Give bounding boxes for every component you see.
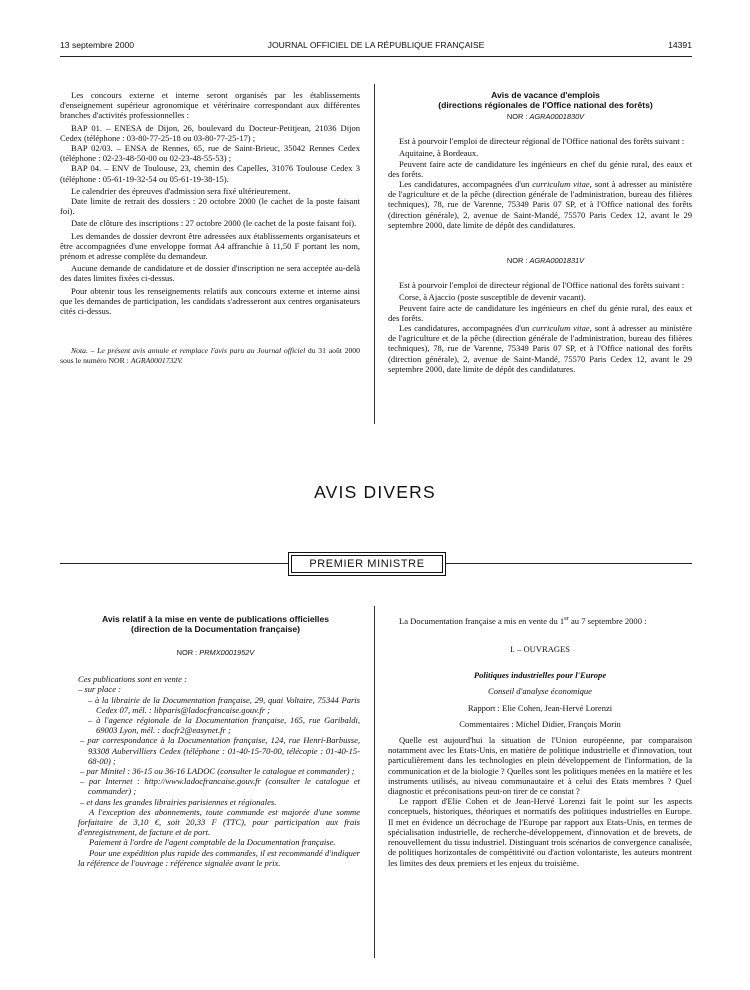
text-segment: curriculum vitae, xyxy=(532,323,592,334)
notice-title-line1: Avis relatif à la mise en vente de publications officielles xyxy=(101,614,330,624)
paragraph: Quelle est aujourd'hui la situation de l'Union européenne, par comparaison notamment avec les Etats-Unis, en matière de politique industrielle et d'innovation, tout particulièrement dans les technologies en plein développement de l'information, de la communication et de la biologie ? Quelles sont les politiques menées en la matière et les instruments utilisés, au niveau communautaire et à celui des Etats membres ? Quel diagnostic et préconisations peut-on tirer de ce constat ? xyxy=(388,735,692,797)
text-segment: Les candidatures, accompagnées d'un xyxy=(399,323,530,334)
vacancy-title-line2: (directions régionales de l'Office national des forêts) xyxy=(438,100,653,110)
vacancy-title-line1: Avis de vacance d'emplois xyxy=(491,90,600,100)
list-item: – par Minitel : 36-15 ou 36-16 LADOC (consulter le catalogue et commander) ; xyxy=(80,766,355,777)
list-item: – par correspondance à la Documentation française, 124, rue Henri-Barbusse, 93308 Aubervilliers Cedex (téléphone : 01-40-15-70-00, télécopie : 01-40-15-68-00) ; xyxy=(80,735,360,766)
section-heading-avis-divers: AVIS DIVERS xyxy=(314,482,436,502)
nor-label: NOR : xyxy=(176,648,198,657)
nor-code: AGRA0001831V xyxy=(529,256,585,266)
paragraph: Le calendrier des épreuves d'admission sera fixé ultérieurement. xyxy=(71,185,291,196)
nota-journal: Journal officiel xyxy=(257,346,306,356)
paragraph: Le rapport d'Elie Cohen et de Jean-Hervé Lorenzi fait le point sur les aspects conceptuels, historiques, théoriques et normatifs des politiques industrielles en Europe. Il met en évidence un décrochage de l'Europe par rapport aux Etats-Unis, en termes de spécialisation industrielle, de recherche-développement, d'innovation et de brevets, de renouvellement du tissu industriel. Distinguant trois scénarios de convergence canalisée, de politiques horizontales de compétitivité ou d'action volontariste, les auteurs montrent les limites des deux premiers et les enjeux du troisième. xyxy=(388,796,692,868)
paragraph xyxy=(388,179,692,230)
column-divider-bottom xyxy=(374,606,375,958)
sales-list xyxy=(60,674,360,868)
paragraph: Aquitaine, à Bordeaux. xyxy=(399,148,479,159)
paragraph: Est à pourvoir l'emploi de directeur régional de l'Office national des forêts suivant : xyxy=(399,280,685,291)
paragraph: Date limite de retrait des dossiers : 20 octobre 2000 (le cachet de la poste faisant foi). xyxy=(60,196,360,217)
paragraph: Est à pourvoir l'emploi de directeur régional de l'Office national des forêts suivant : xyxy=(399,136,685,147)
paragraph: Date de clôture des inscriptions : 27 octobre 2000 (le cachet de la poste faisant foi). xyxy=(71,218,357,229)
rule-left xyxy=(60,563,288,564)
nor-code: AGRA0001830V xyxy=(529,112,585,121)
nor-reference xyxy=(388,112,692,122)
column-divider-top xyxy=(374,84,375,424)
list-item: Ces publications sont en vente : xyxy=(78,674,187,685)
left-bottom-column xyxy=(60,614,360,868)
paragraph: Peuvent faire acte de candidature les ingénieurs en chef du génie rural, des eaux et des forêts. xyxy=(388,302,692,323)
header-page-number: 14391 xyxy=(668,40,692,50)
paragraph: Peuvent faire acte de candidature les ingénieurs en chef du génie rural, des eaux et des forêts. xyxy=(388,158,692,179)
commentaires-authors: Commentaires : Michel Didier, François Morin xyxy=(459,718,621,729)
nor-code: PRMX0001952V xyxy=(199,648,255,657)
rapport-authors: Rapport : Elie Cohen, Jean-Hervé Lorenzi xyxy=(467,702,613,713)
paragraph: Aucune demande de candidature et de dossier d'inscription ne sera acceptée au-delà des dates limites fixées ci-dessus. xyxy=(60,263,360,284)
text-segment: Les candidatures, accompagnées d'un xyxy=(399,179,530,190)
paragraph: BAP 04. – ENV de Toulouse, 23, chemin des Capelles, 31076 Toulouse Cedex 3 (téléphone : 05-61-19-32-54 ou 05-61-19-38-15). xyxy=(60,163,360,184)
ministry-label: PREMIER MINISTRE xyxy=(291,555,443,573)
text-segment: au 7 septembre 2000 : xyxy=(571,615,647,626)
intro-paragraph xyxy=(388,614,692,626)
paragraph: Pour obtenir tous les renseignements relatifs aux concours externe et interne ainsi que les demandes de participation, les candidats s'adresseront aux centres organisateurs cités ci-dessus. xyxy=(60,285,360,317)
right-bottom-column xyxy=(388,614,692,868)
list-item: – à l'agence régionale de la Documentation française, 165, rue Garibaldi, 69003 Lyon, mél. : docfr2@easynet.fr ; xyxy=(88,715,360,736)
paragraph: Les concours externe et interne seront organisés par les établissements d'enseignement supérieur agronomique et vétérinaire correspondant aux différentes branches d'activités professionnelles : xyxy=(60,90,360,121)
paragraph: A l'exception des abonnements, toute commande est majorée d'une somme forfaitaire de 3,10 €, soit 20,33 F (TTC), pour participation aux frais d'enregistrement, de facture et de port. xyxy=(78,806,360,838)
nor-reference xyxy=(60,648,360,658)
list-item: – sur place : xyxy=(78,684,121,695)
text-segment: La Documentation française a mis en vente du 1 xyxy=(399,615,565,626)
right-top-column xyxy=(388,90,692,374)
nota-suffix: du 31 août 2000 sous le numéro NOR : xyxy=(60,346,360,365)
text-segment: sont à adresser au ministère de l'agriculture et de la pêche (direction générale de l'administration, bureau des filières techniques), 78, rue de Varenne, 75349 Paris 07 SP, et à l'Office national des forêts (direction générale), 2, avenue de Saint-Mandé, 75570 Paris Cedex 12, avant le 29 septembre 2000, date limite de dépôt des candidatures. xyxy=(388,323,692,374)
paragraph: Les demandes de dossier devront être adressées aux établissements organisateurs et être accompagnées d'une enveloppe format A4 affranchie à 11,50 F portant les nom, prénom et adresse complète du demandeur. xyxy=(60,230,360,262)
paragraph: BAP 02/03. – ENSA de Rennes, 65, rue de Saint-Brieuc, 35042 Rennes Cedex (téléphone : 02-23-48-50-00 ou 02-23-48-55-53) ; xyxy=(60,143,360,164)
notice-title-line2: (direction de la Documentation française) xyxy=(130,624,301,634)
paragraph: Pour une expédition plus rapide des commandes, il est recommandé d'indiquer la référence de l'ouvrage : référence signalée avant le prix. xyxy=(78,847,360,868)
header-date: 13 septembre 2000 xyxy=(60,40,135,50)
section-heading-ouvrages: I. – OUVRAGES xyxy=(509,644,571,655)
publisher: Conseil d'analyse économique xyxy=(488,686,592,697)
left-top-column xyxy=(60,90,360,365)
list-item: – et dans les grandes librairies parisiennes et régionales. xyxy=(80,796,277,807)
paragraph: Corse, à Ajaccio (poste susceptible de devenir vacant). xyxy=(399,292,586,303)
header-journal-title: JOURNAL OFFICIEL DE LA RÉPUBLIQUE FRANÇAISE xyxy=(267,40,485,50)
page-header xyxy=(60,40,692,54)
list-item: – à la librairie de la Documentation française, 29, quai Voltaire, 75344 Paris Cedex 07, mél. : libparis@ladocfrancaise.gouv.fr ; xyxy=(88,694,360,715)
ministry-box xyxy=(288,552,446,576)
text-segment: er xyxy=(564,616,569,622)
book-title: Politiques industrielles pour l'Europe xyxy=(473,670,607,681)
text-segment: curriculum vitae, xyxy=(532,179,592,190)
rule-right xyxy=(446,563,692,564)
paragraph: Paiement à l'ordre de l'agent comptable de la Documentation française. xyxy=(89,837,336,848)
nota-paragraph xyxy=(60,346,360,365)
nota-prefix: Nota. – Le présent avis annule et remplace l'avis paru au xyxy=(71,346,255,356)
paragraph xyxy=(388,323,692,374)
nor-reference xyxy=(388,256,692,266)
nor-label: NOR : xyxy=(506,256,528,266)
text-segment: sont à adresser au ministère de l'agriculture et de la pêche (direction générale de l'administration, bureau des filières techniques), 78, rue de Varenne, 75349 Paris 07 SP, et à l'Office national des forêts (direction générale), 2, avenue de Saint-Mandé, 75570 Paris Cedex 12, avant le 29 septembre 2000, date limite de dépôt des candidatures. xyxy=(388,179,692,230)
list-item: – par Internet : http://www.ladocfrancaise.gouv.fr (consulter le catalogue et commander) ; xyxy=(80,776,360,797)
nota-nor: AGRA0001732V. xyxy=(130,355,183,365)
header-rule xyxy=(60,56,692,57)
paragraph: BAP 01. – ENESA de Dijon, 26, boulevard du Docteur-Petitjean, 21036 Dijon Cedex (téléphone : 03-80-77-25-18 ou 03-80-77-25-17) ; xyxy=(60,122,360,143)
nor-label: NOR : xyxy=(506,112,528,121)
